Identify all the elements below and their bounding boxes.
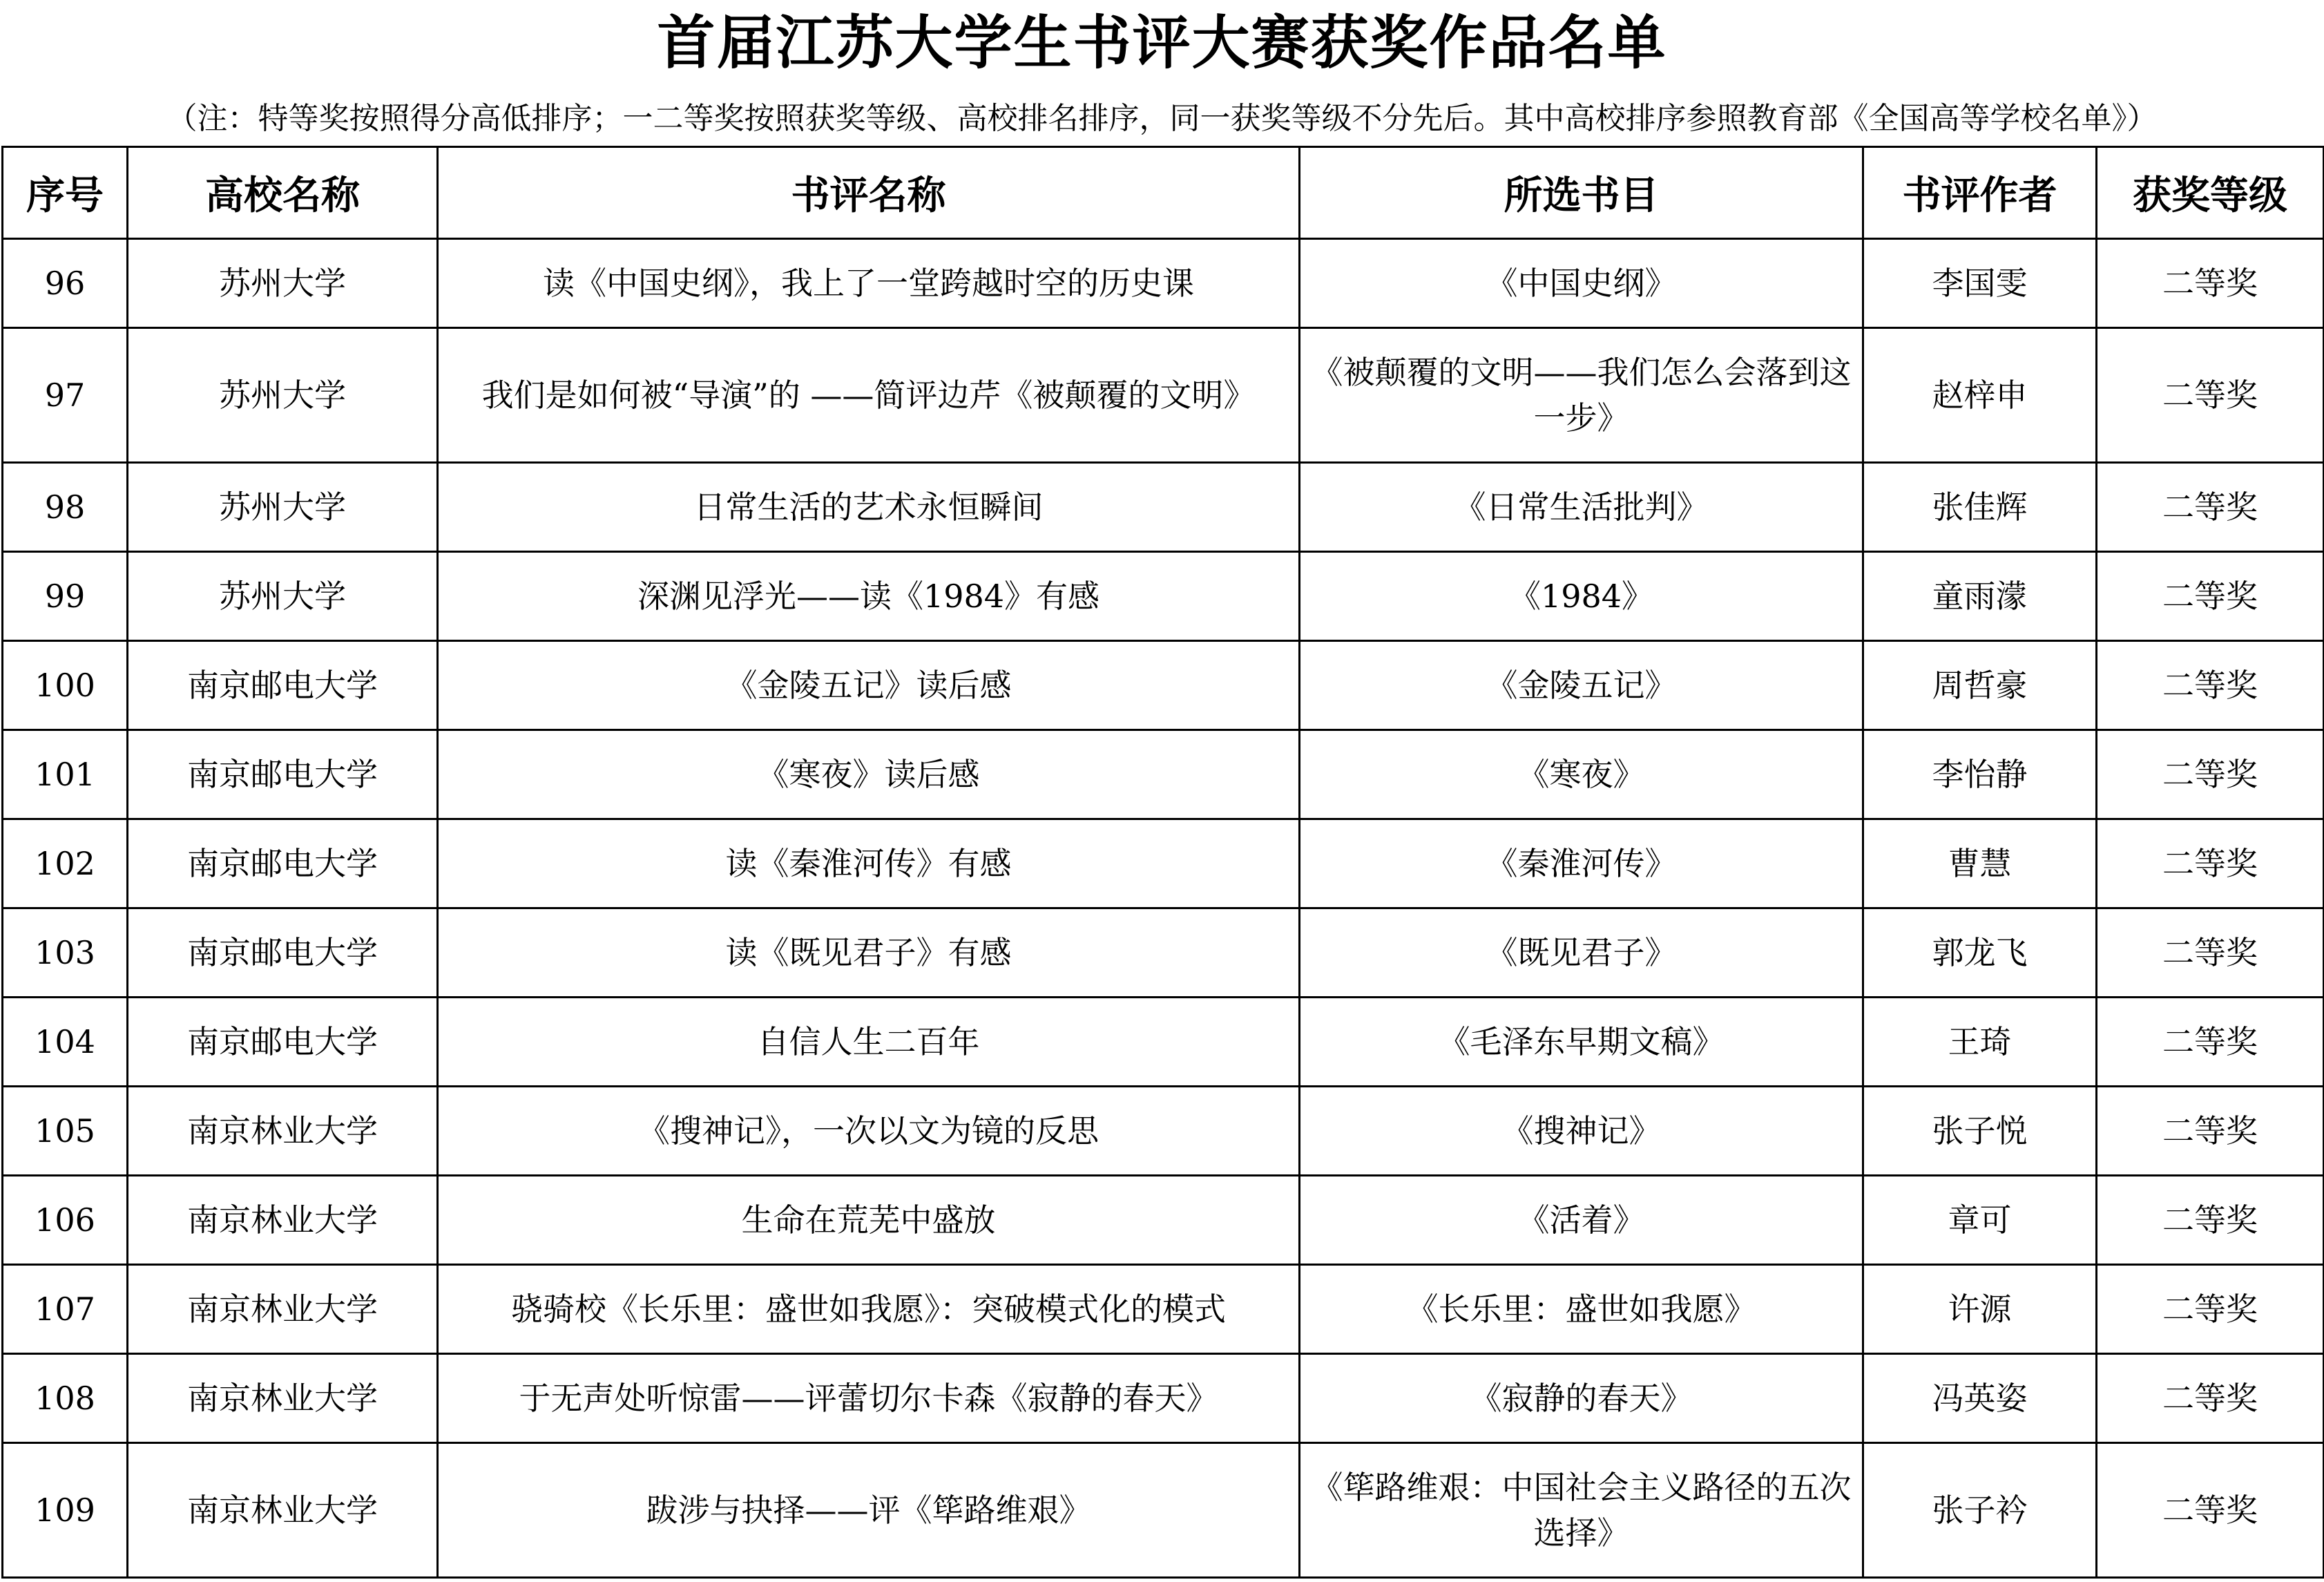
cell-no: 106 (3, 1176, 128, 1265)
cell-no: 96 (3, 239, 128, 328)
header-award: 获奖等级 (2097, 147, 2324, 239)
cell-no: 104 (3, 998, 128, 1087)
cell-book: 《搜神记》 (1300, 1087, 1863, 1176)
cell-no: 97 (3, 328, 128, 463)
cell-review: 《寒夜》读后感 (438, 730, 1300, 819)
cell-review: 骁骑校《长乐里：盛世如我愿》：突破模式化的模式 (438, 1265, 1300, 1354)
cell-review: 跋涉与抉择——评《筚路维艰》 (438, 1443, 1300, 1578)
cell-school: 南京邮电大学 (128, 998, 438, 1087)
cell-book: 《秦淮河传》 (1300, 819, 1863, 908)
table-row (3, 730, 2324, 819)
cell-school: 南京林业大学 (128, 1087, 438, 1176)
cell-book: 《1984》 (1300, 552, 1863, 641)
cell-review: 我们是如何被“导演”的 ——简评边芹《被颠覆的文明》 (438, 328, 1300, 463)
cell-school: 南京邮电大学 (128, 730, 438, 819)
cell-award: 二等奖 (2097, 1176, 2324, 1265)
cell-review: 读《秦淮河传》有感 (438, 819, 1300, 908)
table-row (3, 552, 2324, 641)
page-title: 首届江苏大学生书评大赛获奖作品名单 (657, 9, 1667, 77)
cell-award: 二等奖 (2097, 463, 2324, 552)
cell-book: 《寂静的春天》 (1300, 1354, 1863, 1443)
table-row (3, 819, 2324, 908)
cell-school: 南京林业大学 (128, 1443, 438, 1578)
table-row (3, 1087, 2324, 1176)
cell-book: 《被颠覆的文明——我们怎么会落到这一步》 (1300, 328, 1863, 463)
cell-award: 二等奖 (2097, 908, 2324, 998)
cell-author: 童雨濛 (1863, 552, 2097, 641)
cell-award: 二等奖 (2097, 641, 2324, 730)
table-header-row (3, 147, 2324, 239)
table-row (3, 1265, 2324, 1354)
cell-school: 南京邮电大学 (128, 819, 438, 908)
cell-book: 《既见君子》 (1300, 908, 1863, 998)
cell-no: 102 (3, 819, 128, 908)
table-row (3, 1443, 2324, 1578)
table-row (3, 1354, 2324, 1443)
awards-table (1, 146, 2324, 1579)
cell-book: 《寒夜》 (1300, 730, 1863, 819)
cell-author: 冯英姿 (1863, 1354, 2097, 1443)
cell-no: 98 (3, 463, 128, 552)
cell-award: 二等奖 (2097, 1443, 2324, 1578)
cell-review: 读《中国史纲》，我上了一堂跨越时空的历史课 (438, 239, 1300, 328)
cell-author: 张子悦 (1863, 1087, 2097, 1176)
header-school: 高校名称 (128, 147, 438, 239)
cell-author: 曹慧 (1863, 819, 2097, 908)
cell-award: 二等奖 (2097, 239, 2324, 328)
cell-no: 109 (3, 1443, 128, 1578)
cell-author: 周哲豪 (1863, 641, 2097, 730)
cell-no: 105 (3, 1087, 128, 1176)
header-review: 书评名称 (438, 147, 1300, 239)
cell-school: 苏州大学 (128, 463, 438, 552)
cell-book: 《长乐里：盛世如我愿》 (1300, 1265, 1863, 1354)
cell-award: 二等奖 (2097, 819, 2324, 908)
cell-book: 《金陵五记》 (1300, 641, 1863, 730)
cell-school: 南京林业大学 (128, 1265, 438, 1354)
cell-no: 108 (3, 1354, 128, 1443)
cell-book: 《中国史纲》 (1300, 239, 1863, 328)
table-row (3, 328, 2324, 463)
cell-author: 张佳辉 (1863, 463, 2097, 552)
cell-award: 二等奖 (2097, 328, 2324, 463)
cell-award: 二等奖 (2097, 1265, 2324, 1354)
cell-review: 于无声处听惊雷——评蕾切尔卡森《寂静的春天》 (438, 1354, 1300, 1443)
header-no: 序号 (3, 147, 128, 239)
cell-award: 二等奖 (2097, 552, 2324, 641)
ranking-note: （注：特等奖按照得分高低排序；一二等奖按照获奖等级、高校排名排序，同一获奖等级不分先后。其中高校排序参照教育部《全国高等学校名单》） (166, 101, 2158, 136)
cell-author: 张子衿 (1863, 1443, 2097, 1578)
cell-school: 南京林业大学 (128, 1176, 438, 1265)
table-row (3, 998, 2324, 1087)
cell-no: 107 (3, 1265, 128, 1354)
cell-review: 读《既见君子》有感 (438, 908, 1300, 998)
cell-author: 许源 (1863, 1265, 2097, 1354)
cell-no: 100 (3, 641, 128, 730)
cell-school: 苏州大学 (128, 328, 438, 463)
table-row (3, 239, 2324, 328)
header-book: 所选书目 (1300, 147, 1863, 239)
cell-review: 《金陵五记》读后感 (438, 641, 1300, 730)
cell-school: 南京林业大学 (128, 1354, 438, 1443)
cell-book: 《毛泽东早期文稿》 (1300, 998, 1863, 1087)
table-row (3, 908, 2324, 998)
cell-school: 苏州大学 (128, 239, 438, 328)
table-row (3, 641, 2324, 730)
cell-book: 《筚路维艰：中国社会主义路径的五次选择》 (1300, 1443, 1863, 1578)
cell-author: 李国雯 (1863, 239, 2097, 328)
cell-book: 《日常生活批判》 (1300, 463, 1863, 552)
cell-no: 99 (3, 552, 128, 641)
cell-school: 苏州大学 (128, 552, 438, 641)
cell-review: 日常生活的艺术永恒瞬间 (438, 463, 1300, 552)
cell-book: 《活着》 (1300, 1176, 1863, 1265)
cell-school: 南京邮电大学 (128, 641, 438, 730)
cell-award: 二等奖 (2097, 998, 2324, 1087)
cell-review: 自信人生二百年 (438, 998, 1300, 1087)
header-author: 书评作者 (1863, 147, 2097, 239)
cell-review: 生命在荒芜中盛放 (438, 1176, 1300, 1265)
cell-no: 103 (3, 908, 128, 998)
cell-school: 南京邮电大学 (128, 908, 438, 998)
cell-author: 王琦 (1863, 998, 2097, 1087)
cell-author: 李怡静 (1863, 730, 2097, 819)
cell-author: 郭龙飞 (1863, 908, 2097, 998)
cell-no: 101 (3, 730, 128, 819)
cell-review: 深渊见浮光——读《1984》有感 (438, 552, 1300, 641)
cell-award: 二等奖 (2097, 1354, 2324, 1443)
cell-author: 赵梓申 (1863, 328, 2097, 463)
table-row (3, 463, 2324, 552)
cell-author: 章可 (1863, 1176, 2097, 1265)
cell-review: 《搜神记》，一次以文为镜的反思 (438, 1087, 1300, 1176)
cell-award: 二等奖 (2097, 730, 2324, 819)
cell-award: 二等奖 (2097, 1087, 2324, 1176)
table-row (3, 1176, 2324, 1265)
